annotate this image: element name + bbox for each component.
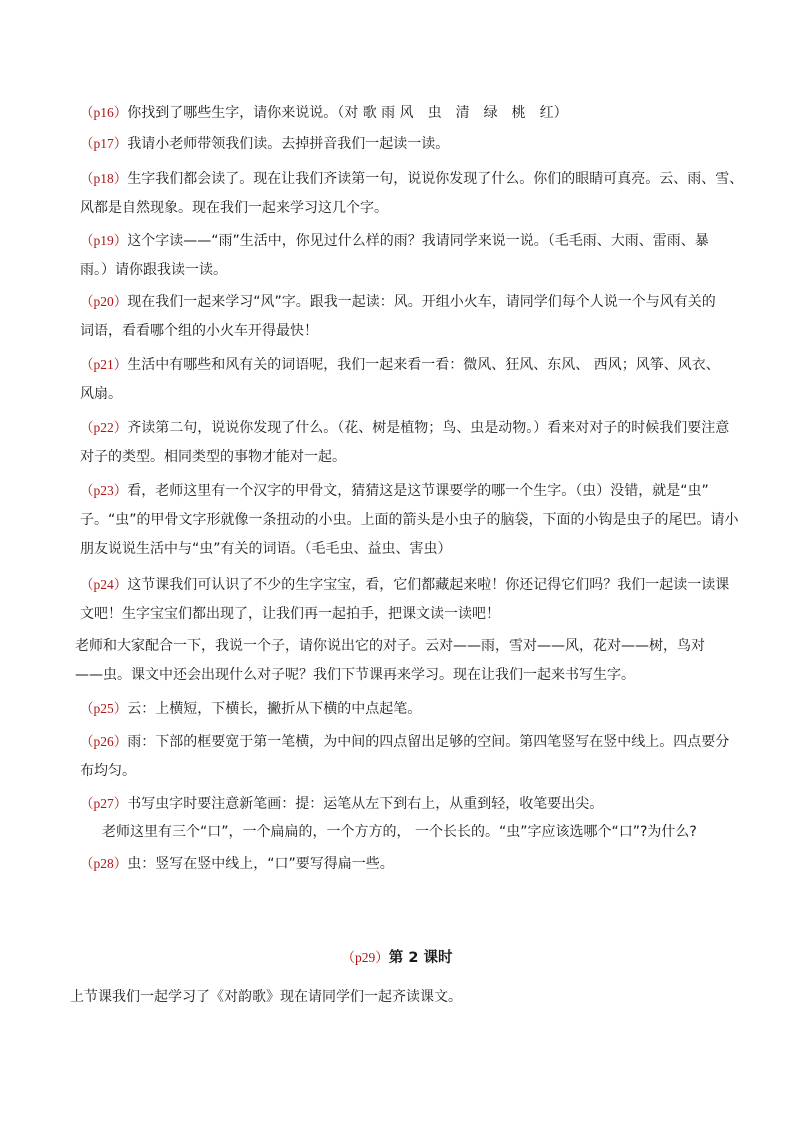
paragraph-p16 bbox=[70, 98, 736, 128]
line-text: 书写虫字时要注意新笔画：提：运笔从左下到右上，从重到轻，收笔要出尖。 bbox=[127, 796, 604, 812]
line-text: 生字我们都会读了。现在让我们齐读第一句，说说你发现了什么。你们的眼睛可真亮。云、雨、雪、 bbox=[127, 171, 744, 187]
page-ref-tag: （p22） bbox=[80, 420, 128, 435]
line-text: 这节课我们可认识了不少的生字宝宝，看，它们都藏起来啦！你还记得它们吗？我们一起读一读课 bbox=[127, 577, 730, 593]
page-ref-tag: （p26） bbox=[80, 734, 128, 749]
paragraph-p22 bbox=[70, 413, 736, 472]
paragraph-p19 bbox=[70, 226, 736, 285]
page-ref-tag: （p28） bbox=[80, 856, 128, 871]
paragraph-pairs bbox=[75, 632, 731, 690]
line-text: 现在我们一起来学习“风”字。跟我一起读：风。开组小火车，请同学们每个人说一个与风有关的 bbox=[127, 294, 716, 310]
line-text: 看，老师这里有一个汉字的甲骨文，猜猜这是这节课要学的哪一个生字。（虫）没错，就是“虫” bbox=[127, 483, 709, 499]
paragraph-p27 bbox=[70, 789, 736, 819]
paragraph-p28 bbox=[70, 849, 736, 879]
line-text: 云：上横短，下横长，撇折从下横的中点起笔。 bbox=[127, 701, 422, 717]
page-ref-tag: （p20） bbox=[80, 294, 128, 309]
line-text: 对子的类型。相同类型的事物才能对一起。 bbox=[80, 449, 346, 465]
page-ref-tag: （p23） bbox=[80, 483, 128, 498]
line-text: 生活中有哪些和风有关的词语呢，我们一起来看一看：微风、狂风、东风、 西风；风筝、风衣、 bbox=[127, 357, 720, 373]
paragraph-p18 bbox=[70, 164, 744, 223]
paragraph-p26 bbox=[70, 727, 736, 786]
line-text: 这个字读——“雨”生活中，你见过什么样的雨？我请同学来说一说。（毛毛雨、大雨、雷雨、暴 bbox=[127, 233, 709, 249]
page-ref-tag: （p16） bbox=[80, 105, 128, 120]
page-ref-tag: （p29） bbox=[341, 950, 389, 965]
line-text: 我请小老师带领我们读。去掉拼音我们一起读一读。 bbox=[127, 136, 450, 152]
paragraph-p23 bbox=[70, 476, 739, 564]
page-ref-tag: （p24） bbox=[80, 577, 128, 592]
section-title: 第 2 课时 bbox=[388, 950, 453, 966]
page-ref-tag: （p19） bbox=[80, 233, 128, 248]
line-text: 风扇。 bbox=[80, 386, 122, 402]
page-ref-tag: （p25） bbox=[80, 701, 128, 716]
line-text: ——虫。课文中还会出现什么对子呢？我们下节课再来学习。现在让我们一起来书写生字。 bbox=[75, 667, 635, 683]
page-ref-tag: （p21） bbox=[80, 357, 128, 372]
line-text: 上节课我们一起学习了《对韵歌》现在请同学们一起齐读课文。 bbox=[70, 989, 462, 1005]
line-text: 雨。）请你跟我读一读。 bbox=[80, 262, 227, 278]
page-ref-tag: （p18） bbox=[80, 171, 128, 186]
paragraph-p21 bbox=[70, 350, 736, 409]
line-text: 子。“虫”的甲骨文字形就像一条扭动的小虫。上面的箭头是小虫子的脑袋，下面的小钩是虫子的尾巴。请小 bbox=[80, 512, 739, 528]
paragraph-three-kou bbox=[102, 818, 758, 847]
page-ref-tag: （p17） bbox=[80, 136, 128, 151]
line-text: 词语，看看哪个组的小火车开得最快！ bbox=[80, 323, 318, 339]
line-text: 文吧！生字宝宝们都出现了，让我们再一起拍手，把课文读一读吧！ bbox=[80, 606, 500, 622]
paragraph-p20 bbox=[70, 287, 736, 346]
page-ref-tag: （p27） bbox=[80, 796, 128, 811]
closing-paragraph bbox=[70, 983, 726, 1012]
line-text: 朋友说说生活中与“虫”有关的词语。（毛毛虫、益虫、害虫） bbox=[80, 541, 452, 557]
line-text: 虫：竖写在竖中线上，“口”要写得扁一些。 bbox=[127, 856, 394, 872]
paragraph-p24 bbox=[70, 570, 736, 629]
paragraph-p17 bbox=[70, 129, 736, 159]
line-text: 风都是自然现象。现在我们一起来学习这几个字。 bbox=[80, 200, 388, 216]
section-heading bbox=[0, 946, 794, 970]
line-text: 布均匀。 bbox=[80, 763, 136, 779]
line-text: 齐读第二句，说说你发现了什么。（花、树是植物；鸟、虫是动物。）看来对对子的时候我们要注意 bbox=[127, 420, 730, 436]
line-text: 老师这里有三个“口”，一个扁扁的，一个方方的， 一个长长的。“虫”字应该选哪个“口”?为什么? bbox=[102, 824, 697, 840]
line-text: 雨：下部的框要宽于第一笔横，为中间的四点留出足够的空间。第四笔竖写在竖中线上。四点要分 bbox=[127, 734, 730, 750]
paragraph-p25 bbox=[70, 694, 736, 724]
line-text: 老师和大家配合一下，我说一个子，请你说出它的对子。云对——雨，雪对——风，花对——树，鸟对 bbox=[75, 638, 705, 654]
line-text: 你找到了哪些生字，请你来说说。（对 歌 雨 风 虫 清 绿 桃 红） bbox=[127, 105, 568, 121]
